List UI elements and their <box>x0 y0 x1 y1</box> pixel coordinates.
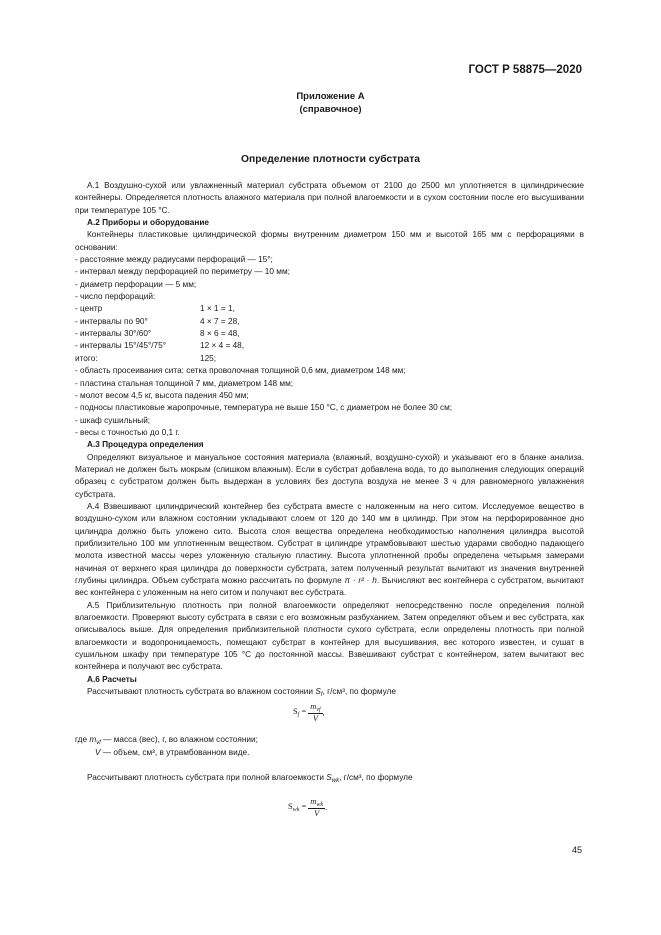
calc-symbol: S <box>326 773 332 782</box>
where-symbol: m <box>89 735 97 744</box>
heading-a2: А.2 Приборы и оборудование <box>87 218 210 228</box>
formula-wet-density <box>293 702 325 723</box>
heading-a3: А.3 Процедура определения <box>87 440 204 450</box>
perf-value: 125; <box>200 353 217 363</box>
calc-intro-text: Рассчитывают плотность субстрата при полной влагоемкости <box>87 773 324 782</box>
heading-a6: А.6 Расчеты <box>87 674 137 684</box>
fraction-numerator: m <box>310 702 317 711</box>
where-text: — объем, см³, в утрамбованном виде. <box>100 748 250 757</box>
fraction-denominator: V <box>314 809 320 818</box>
fraction <box>308 702 322 723</box>
calc-symbol: S <box>315 687 321 697</box>
where-text: — масса (вес), г, во влажном состоянии; <box>100 735 258 744</box>
calc-symbol-sub: f <box>320 692 323 699</box>
where-intro: где <box>75 735 88 744</box>
formula-eq: = <box>299 802 309 811</box>
calc-unit: , г/см³, по формуле <box>339 773 413 782</box>
appendix-title: Приложение А <box>296 91 365 102</box>
list-item: - подносы пластиковые жаропрочные, температура не выше 150 °С, с диаметром не более 30 см; <box>75 403 453 413</box>
volume-formula: π · r² · h <box>344 576 377 585</box>
perf-value: 4 × 7 = 28, <box>200 316 240 326</box>
paragraph-a4 <box>75 501 584 600</box>
where-line-2 <box>95 747 249 759</box>
calc-intro-wet <box>75 686 584 701</box>
fraction-numerator-sub: wk <box>316 802 323 808</box>
perf-value: 12 × 4 = 48, <box>200 341 245 351</box>
formula-lhs: S <box>293 707 298 716</box>
fraction <box>308 797 328 818</box>
formula-lhs-sub: f <box>297 712 300 718</box>
appendix-subtitle: (справочное) <box>299 104 362 115</box>
list-item: - весы с точностью до 0,1 г. <box>75 427 180 437</box>
perf-total-row <box>75 353 584 365</box>
formula-tail: . <box>325 803 328 812</box>
perf-row <box>75 328 584 340</box>
fraction-denominator: V <box>312 714 319 723</box>
perf-row <box>75 303 584 315</box>
standard-code: ГОСТ Р 58875—2020 <box>468 64 582 76</box>
formula-tail: , <box>322 708 325 717</box>
perf-label: - центр <box>75 304 103 314</box>
formula-saturated-density <box>288 797 327 818</box>
paragraph-a3: Определяют визуальное и мануальное состояния материала (влажный, воздушно-сухой) и указывают его в бланке анализа. Материал не должен быть мокрым (слишком влажным). Если в субстрат добавлена вода, то до выполнения следующих операций образец с субстратом должен быть выдержан в условиях без доступа воздуха не менее 3 ч для равномерного увлажнения субстрата. <box>75 452 584 499</box>
paragraph-a1: А.1 Воздушно-сухой или увлажненный материал субстрата объемом от 2100 до 2500 мл уплотняется в цилиндрические контейнеры. Определяется плотность влажного материала при полной влагоемкости и в сухом состоянии после его высушивании при температуре 105 °С. <box>75 181 584 215</box>
calc-intro-saturated <box>87 772 413 787</box>
section-title: Определение плотности субстрата <box>240 154 421 165</box>
fraction-numerator: m <box>310 797 317 806</box>
where-symbol: V <box>95 748 101 757</box>
fraction-numerator-sub: vf <box>316 707 321 713</box>
page-number: 45 <box>571 845 582 855</box>
formula-lhs: S <box>288 802 293 811</box>
list-item: - молот весом 4,5 кг, высота падения 450 мм; <box>75 390 249 400</box>
list-item: - расстояние между радиусами перфораций — 15°; <box>75 255 273 265</box>
perf-label: итого: <box>75 353 98 363</box>
list-item: - пластина стальная толщиной 7 мм, диаметром 148 мм; <box>75 378 294 388</box>
paragraph-a2: Контейнеры пластиковые цилиндрической формы внутренним диаметром 150 мм и высотой 165 мм с перфорациями в основании: <box>75 230 584 252</box>
list-item: - интервал между перфорацией по периметру — 10 мм; <box>75 267 290 277</box>
where-symbol-sub: vf <box>96 740 101 746</box>
calc-intro-text: Рассчитывают плотность субстрата во влажном состоянии <box>87 687 314 697</box>
perf-value: 8 × 6 = 48, <box>200 329 240 339</box>
perf-label: - интервалы по 90° <box>75 316 148 326</box>
paragraph-a4-tail: . Вычисляют вес контейнера с субстратом, вычитают вес контейнера с уложенным на него ситом и получают вес субстрата. <box>75 576 585 598</box>
paragraph-a4-text: А.4 Взвешивают цилиндрический контейнер без субстрата вместе с наложенным на него ситом. Исследуемое вещество в воздушно-сухом или влажном состоянии укладывают слоем от 120 до 140 мм в цилиндр. При этом на перфорированное дно цилиндра должно быть уложено сито. Высота слоя вещества определена необходимостью наполнения цилиндра высотой приблизительно 100 мм уплотненным веществом. Субстрат в цилиндре утрамбовывают шестью ударами свободно падающего молота известной массы через уложенную стальную пластину. Высота уплотненной пробы определена четырьмя замерами начиная от верхнего края цилиндра до поверхности субстрата, затем полученный результат вычитают из значения внутренней глубины цилиндра. Объем субстрата можно рассчитать по формуле <box>75 501 584 585</box>
paragraph-a5: А.5 Приблизительную плотность при полной влагоемкости определяют непосредственно после определения полной влагоемкости. Проверяют высоту субстрата в связи с его возможным разбуханием. Затем определяют объем и вес субстрата, как описывалось выше. Для определения приблизительной плотности сухого субстрата, если определены плотность при полной влагоемкости и водопроницаемость, помещают субстрат в контейнер для высушивания, вес которого известен, и сушат в сушильном шкафу при температуре 105 °С до постоянной массы. Взвешивают субстрат с контейнером, затем вычитают вес контейнера и получают вес субстрата. <box>75 600 584 672</box>
document-body <box>75 180 584 701</box>
calc-unit: , г/см³, по формуле <box>322 687 396 697</box>
formula-lhs-sub: wk <box>292 807 300 813</box>
list-item: - число перфораций: <box>75 292 156 302</box>
perf-row <box>75 316 584 328</box>
list-item: - диаметр перфорации — 5 мм; <box>75 279 197 289</box>
list-item: - шкаф сушильный; <box>75 415 151 425</box>
formula-eq: = <box>299 707 309 716</box>
perf-row <box>75 340 584 352</box>
calc-symbol-sub: wk <box>331 778 340 784</box>
perf-label: - интервалы 30°/60° <box>75 329 152 339</box>
perf-value: 1 × 1 = 1, <box>200 304 235 314</box>
perf-label: - интервалы 15°/45°/75° <box>75 341 166 351</box>
list-item: - область просеивания сита: сетка проволочная толщиной 0,6 мм, диаметром 148 мм; <box>75 366 406 376</box>
